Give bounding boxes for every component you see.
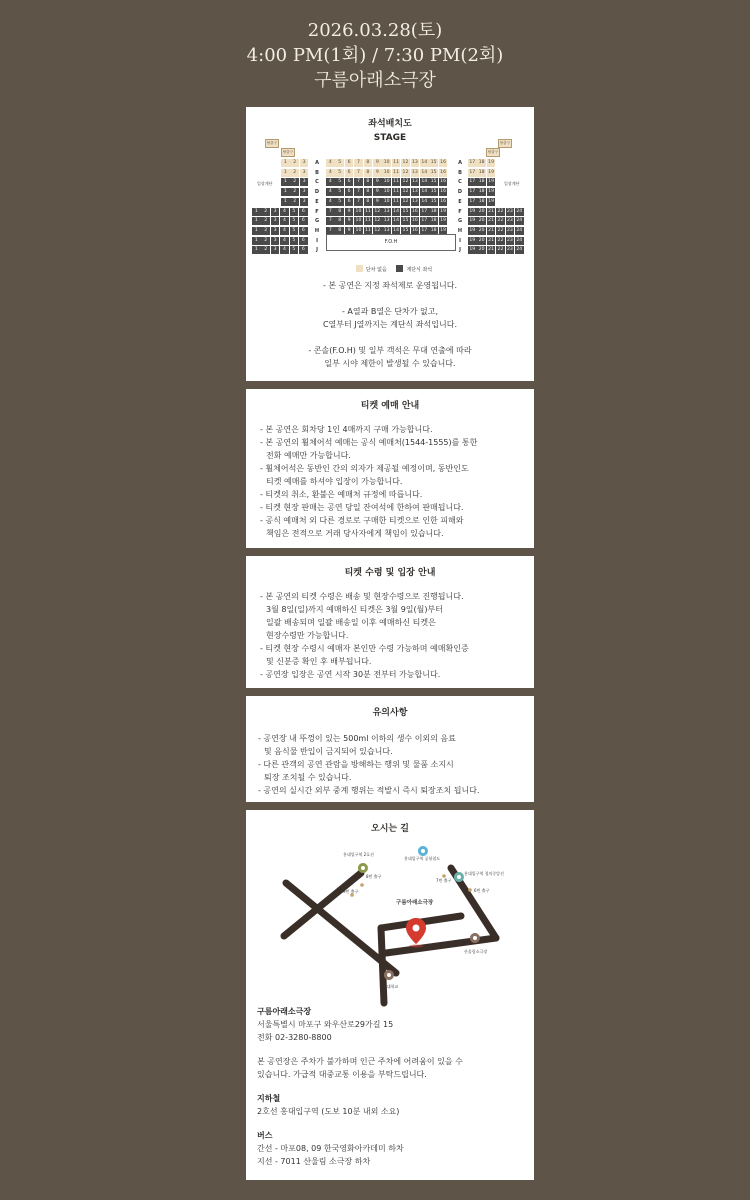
seat: 16: [440, 169, 447, 175]
foh-console: F.O.H: [326, 234, 456, 251]
ticketing-line: - 티켓의 취소, 환불은 예매처 규정에 따릅니다.: [260, 490, 423, 499]
seat: 10: [383, 160, 390, 165]
seat: 18: [478, 179, 485, 185]
seat: 15: [402, 227, 409, 233]
seat: 3: [271, 246, 280, 254]
seat: 14: [393, 208, 400, 214]
seat: 7: [354, 198, 363, 206]
caution-line: - 공연장 내 뚜껑이 있는 500ml 이하의 생수 이외의 음료: [258, 734, 456, 743]
seat: 2: [290, 198, 299, 206]
seat: 20: [478, 237, 485, 243]
seat: 11: [393, 198, 400, 204]
seat: 16: [411, 227, 418, 233]
seat: 12: [374, 227, 381, 233]
seat: 4: [326, 198, 335, 206]
label-hongik2: 홍대입구역 2호선: [343, 852, 374, 857]
seat: 21: [488, 208, 495, 214]
seat: 8: [364, 188, 373, 196]
seat: 2: [261, 246, 270, 254]
pickup-card: [246, 556, 534, 688]
subway-pin-gyeongui: [454, 872, 464, 882]
seat: 4: [280, 246, 289, 254]
seat: 3: [300, 178, 309, 186]
seat: 23: [506, 218, 513, 224]
seat: 22: [497, 237, 504, 243]
seat: 13: [411, 160, 418, 165]
seat: 7: [354, 188, 363, 196]
seat: 9: [373, 178, 382, 186]
seat: 14: [421, 198, 428, 204]
row-label: D: [314, 189, 320, 196]
seat: 3: [300, 169, 309, 177]
row-label: G: [457, 218, 463, 225]
seat: 7: [326, 227, 335, 235]
seat: 1: [252, 217, 261, 225]
seat: 15: [430, 189, 437, 195]
seat: 14: [393, 227, 400, 233]
road: [284, 873, 361, 936]
seat: 11: [393, 179, 400, 185]
seat: 5: [290, 217, 299, 225]
seat: 11: [364, 227, 371, 233]
seat: 13: [411, 198, 418, 204]
seat: 5: [335, 178, 344, 186]
exit-chip: 탈출구: [281, 148, 295, 157]
seat: 2: [290, 188, 299, 196]
seat: 13: [411, 169, 418, 175]
seat: 19: [469, 237, 476, 243]
event-times: 4:00 PM(1회) / 7:30 PM(2회): [246, 45, 504, 66]
seat: 17: [421, 227, 428, 233]
seat: 16: [440, 189, 447, 195]
seat: 10: [383, 179, 390, 185]
label-exit7: 7번 출구: [436, 878, 452, 883]
row-label: I: [316, 237, 318, 244]
seat: 20: [478, 218, 485, 224]
seat: 3: [271, 217, 280, 225]
seat: 24: [516, 237, 523, 243]
seat: 17: [469, 169, 476, 175]
seat: 2: [290, 178, 299, 186]
seat: 15: [430, 169, 437, 175]
seat: 24: [516, 247, 523, 253]
seat: 15: [430, 179, 437, 185]
seat: 11: [364, 208, 371, 214]
pickup-line: - 본 공연의 티켓 수령은 배송 및 현장수령으로 진행됩니다.: [260, 592, 464, 601]
seat: 3: [300, 188, 309, 196]
seat: 1: [281, 178, 290, 186]
stage-label: STAGE: [373, 133, 407, 143]
seat: 22: [497, 247, 504, 253]
subway-pin-airport: [418, 846, 428, 856]
label-gyeongui: 홍대입구역 경의중앙선: [464, 871, 504, 876]
seat: 12: [402, 189, 409, 195]
seat: 19: [469, 218, 476, 224]
event-date: 2026.03.28(토): [307, 20, 443, 41]
seat: 19: [469, 227, 476, 233]
seat: 9: [345, 217, 354, 225]
seat: 13: [383, 208, 390, 214]
ticketing-list: [260, 423, 534, 540]
seat: 9: [345, 208, 354, 216]
seat: 17: [469, 198, 476, 204]
seat: 4: [280, 208, 289, 216]
row-label: I: [459, 237, 461, 244]
ticketing-line: - 휠체어석은 동반인 간의 의자가 제공될 예정이며, 동반인도: [260, 464, 469, 473]
cautions-title: 유의사항: [372, 708, 408, 718]
seat: 3: [271, 227, 280, 235]
pickup-line: - 티켓 현장 수령시 예매자 본인만 수령 가능하며 예매확인증: [260, 644, 469, 653]
label-exit9: 9번 출구: [343, 889, 359, 894]
pickup-line: 및 신분증 확인 후 배부됩니다.: [266, 657, 372, 666]
event-venue: 구름아래소극장: [314, 70, 436, 91]
venue-phone: 전화 02-3280-8800: [257, 1033, 332, 1042]
seat: 3: [300, 198, 309, 206]
row-label: A: [315, 160, 319, 166]
seat: 6: [299, 246, 308, 254]
seat: 19: [488, 169, 495, 175]
row-label: F: [315, 208, 319, 215]
legend-step-label: 계단식 좌석: [406, 267, 433, 273]
seat: 12: [374, 208, 381, 214]
seat: 2: [290, 169, 299, 177]
parking-note: 본 공연장은 주차가 불가하며 인근 주차에 어려움이 있을 수 있습니다. 가급적 대중교통 이용을 부탁드립니다.: [257, 1057, 463, 1079]
bus-line: 간선 - 마포08, 09 한국영화아카데미 하차: [257, 1144, 404, 1153]
row-label: H: [457, 227, 463, 234]
seat: 2: [261, 237, 270, 245]
pickup-line: 3월 8일(일)까지 예매하신 티켓은 3월 9일(월)부터: [266, 605, 443, 614]
seat: 6: [299, 227, 308, 235]
seat: 18: [478, 169, 485, 175]
seat: 7: [354, 169, 363, 177]
ticketing-line: - 본 공연은 회차당 1인 4매까지 구매 가능합니다.: [260, 425, 433, 434]
seat: 14: [421, 179, 428, 185]
row-label: A: [458, 160, 462, 166]
bus-heading: 버스: [257, 1131, 273, 1140]
seat: 20: [478, 208, 485, 214]
seat: 18: [478, 189, 485, 195]
seat: 7: [326, 208, 335, 216]
seat: 24: [516, 208, 523, 214]
pickup-line: 현장수령만 가능합니다.: [266, 631, 349, 640]
seat: 15: [402, 208, 409, 214]
seat: 4: [326, 178, 335, 186]
seat: 16: [411, 218, 418, 224]
seat: 5: [335, 188, 344, 196]
seat: 18: [430, 227, 437, 233]
pin-hongik-univ: [384, 970, 394, 980]
seat: 19: [488, 189, 495, 195]
seat: 10: [355, 227, 362, 233]
seat: 6: [345, 198, 354, 206]
seat: 11: [393, 169, 400, 175]
row-label: J: [459, 247, 461, 254]
seating-title: 좌석배치도: [368, 119, 412, 129]
seat: 17: [421, 218, 428, 224]
seat: 8: [335, 208, 344, 216]
seat: 19: [469, 208, 476, 214]
seat: 9: [373, 169, 382, 177]
seat: 8: [364, 178, 373, 186]
venue-name: 구름아래소극장: [257, 1007, 312, 1016]
pin-sanullim: [470, 933, 480, 943]
seat: 5: [335, 198, 344, 206]
seat: 19: [488, 198, 495, 204]
ticketing-line: - 티켓 현장 판매는 공연 당일 잔여석에 한하여 판매됩니다.: [260, 503, 464, 512]
seat: 6: [299, 237, 308, 245]
seat: 14: [393, 218, 400, 224]
seat: 19: [488, 160, 495, 165]
pickup-line: - 공연장 입장은 공연 시작 30분 전부터 가능합니다.: [260, 670, 441, 679]
seat: 18: [478, 198, 485, 204]
legend-step-swatch: [396, 265, 403, 272]
seat: 19: [440, 208, 447, 214]
seat: 18: [478, 160, 485, 165]
subway-heading: 지하철: [257, 1094, 281, 1103]
seat: 4: [280, 227, 289, 235]
seat: 23: [506, 247, 513, 253]
seat: 5: [290, 227, 299, 235]
road-map: [246, 838, 534, 1008]
seat: 17: [469, 179, 476, 185]
caution-line: 및 음식물 반입이 금지되어 있습니다.: [264, 747, 393, 756]
exit-dot: [360, 883, 364, 887]
seat: 5: [290, 237, 299, 245]
seating-notes: - 본 공연은 지정 좌석제로 운영됩니다. - A열과 B열은 단차가 없고, C열부터 J열까지는 계단식 좌석입니다. - 콘솔(F.O.H) 및 일부 객석은 무대 연출에 따라 일부 시야 제한이 발생될 수 있습니다.: [308, 281, 472, 368]
caution-line: - 다른 관객의 공연 관람을 방해하는 행위 및 물품 소지시: [258, 760, 454, 769]
seat: 21: [488, 247, 495, 253]
seat: 2: [261, 227, 270, 235]
seat: 19: [440, 227, 447, 233]
seat: 17: [469, 160, 476, 165]
seat: 9: [373, 159, 382, 167]
ticketing-title: 티켓 예매 안내: [360, 401, 420, 411]
seat: 8: [335, 217, 344, 225]
seat: 24: [516, 218, 523, 224]
seat: 10: [355, 208, 362, 214]
row-label: G: [314, 218, 320, 225]
seat: 13: [383, 227, 390, 233]
seat: 24: [516, 227, 523, 233]
seat: 1: [252, 227, 261, 235]
venue-address: 서울특별시 마포구 와우산로29가길 15: [257, 1020, 394, 1029]
seat: 9: [373, 198, 382, 206]
seat: 12: [402, 198, 409, 204]
seat: 5: [290, 208, 299, 216]
seat: 17: [469, 189, 476, 195]
exit-chip: 탈출구: [498, 139, 512, 148]
seat: 9: [345, 227, 354, 235]
seat: 2: [290, 159, 299, 167]
seat: 1: [281, 188, 290, 196]
legend-flat-swatch: [356, 265, 363, 272]
seat-map: [246, 107, 534, 277]
seat: 5: [290, 246, 299, 254]
row-label: B: [458, 169, 462, 176]
entry-stairs-label: 입장계단: [257, 181, 273, 186]
seat: 11: [393, 160, 400, 165]
seat: 16: [440, 160, 447, 165]
area-map: [246, 838, 534, 1008]
row-label: B: [315, 169, 319, 176]
seat: 17: [421, 208, 428, 214]
seat: 3: [271, 208, 280, 216]
row-label: E: [315, 198, 319, 205]
seat: 2: [261, 208, 270, 216]
bus-line: 지선 - 7011 산울림 소극장 하차: [257, 1157, 371, 1166]
seat: 13: [383, 218, 390, 224]
seat: 11: [393, 189, 400, 195]
seat: 19: [488, 179, 495, 185]
caution-line: 퇴장 조치될 수 있습니다.: [264, 773, 352, 782]
seat: 14: [421, 169, 428, 175]
seat: 6: [345, 169, 354, 177]
seat: 1: [281, 169, 290, 177]
seat: 7: [326, 217, 335, 225]
subway-pin-hongik2: [358, 863, 368, 873]
seat: 2: [261, 217, 270, 225]
seat: 18: [430, 218, 437, 224]
row-label: J: [316, 247, 318, 254]
seat: 19: [440, 218, 447, 224]
seat: 6: [345, 188, 354, 196]
seat: 23: [506, 227, 513, 233]
seating-card: [246, 107, 534, 381]
seat: 12: [402, 169, 409, 175]
exit-chip: 탈출구: [265, 139, 279, 148]
seat: 6: [345, 178, 354, 186]
label-venue: 구름아래소극장: [396, 900, 434, 906]
seat: 13: [411, 189, 418, 195]
seat: 15: [402, 218, 409, 224]
label-exit6: 6번 출구: [474, 888, 490, 893]
cautions-list: [258, 732, 534, 797]
ticketing-line: 책임은 전적으로 거래 당사자에게 책임이 있습니다.: [266, 529, 444, 538]
seat: 16: [411, 208, 418, 214]
seat: 1: [281, 159, 290, 167]
label-exit8: 8번 출구: [366, 874, 382, 879]
seat: 9: [373, 188, 382, 196]
seat: 5: [335, 169, 344, 177]
seat: 6: [345, 159, 354, 167]
row-label: C: [315, 179, 319, 186]
seat: 7: [354, 178, 363, 186]
row-label: H: [314, 227, 320, 234]
caution-line: - 공연의 실시간 외부 중계 행위는 적발시 즉시 퇴장조치 됩니다.: [258, 786, 480, 795]
seat: 4: [326, 159, 335, 167]
seat: 20: [478, 227, 485, 233]
directions-title: 오시는 길: [371, 824, 409, 834]
seat: 8: [364, 159, 373, 167]
seat: 21: [488, 227, 495, 233]
seat: 19: [469, 247, 476, 253]
seat: 4: [280, 237, 289, 245]
legend-flat-label: 단차 없음: [365, 267, 387, 273]
seat: 12: [402, 160, 409, 165]
pickup-title: 티켓 수령 및 입장 안내: [344, 568, 436, 578]
seat: 21: [488, 237, 495, 243]
seat: 22: [497, 218, 504, 224]
directions-card: [246, 810, 534, 1180]
seat: 8: [364, 198, 373, 206]
seat: 16: [440, 198, 447, 204]
seat: 14: [421, 160, 428, 165]
seat: 12: [402, 179, 409, 185]
seat: 18: [430, 208, 437, 214]
seat: 22: [497, 227, 504, 233]
seat: 23: [506, 237, 513, 243]
label-sanullim: 산울림소극장: [464, 949, 488, 954]
seat: 23: [506, 208, 513, 214]
seat: 14: [421, 189, 428, 195]
seat: 10: [383, 198, 390, 204]
ticketing-line: - 공식 예매처 외 다른 경로로 구매한 티켓으로 인한 피해와: [260, 516, 464, 525]
seat: 13: [411, 179, 418, 185]
seat: 15: [430, 198, 437, 204]
seat: 1: [281, 198, 290, 206]
label-hongik-univ: 홍익대학교: [379, 984, 399, 989]
seat: 8: [364, 169, 373, 177]
ticketing-card: [246, 389, 534, 548]
venue-info: [257, 1005, 527, 1168]
row-label: D: [457, 189, 463, 196]
seat: 15: [430, 160, 437, 165]
seat: 3: [300, 159, 309, 167]
seat: 22: [497, 208, 504, 214]
road: [381, 928, 384, 1003]
ticketing-line: 전화 예매만 가능합니다.: [266, 451, 351, 460]
seat: 3: [271, 237, 280, 245]
seat: 11: [364, 218, 371, 224]
ticketing-line: 티켓 예매를 하셔야 입장이 가능합니다.: [266, 477, 403, 486]
seat: 1: [252, 237, 261, 245]
exit-chip: 탈출구: [486, 148, 500, 157]
seat: 4: [326, 169, 335, 177]
seat-legend: [246, 265, 534, 273]
venue-pin: [406, 918, 426, 948]
seat: 1: [252, 208, 261, 216]
seat: 16: [440, 179, 447, 185]
seat: 6: [299, 208, 308, 216]
row-label: E: [458, 198, 462, 205]
pickup-list: [260, 590, 534, 681]
row-label: C: [458, 179, 462, 186]
event-header: [0, 18, 750, 93]
seat: 4: [280, 217, 289, 225]
seat: 6: [299, 217, 308, 225]
cautions-card: [246, 696, 534, 802]
seat: 12: [374, 218, 381, 224]
seat: 4: [326, 188, 335, 196]
subway-info: 2호선 홍대입구역 (도보 10분 내외 소요): [257, 1107, 400, 1116]
seat: 10: [383, 189, 390, 195]
pickup-line: 일괄 배송되며 일괄 배송일 이후 예매하신 티켓은: [266, 618, 436, 627]
seat: 8: [335, 227, 344, 235]
seat: 7: [354, 159, 363, 167]
seat: 5: [335, 159, 344, 167]
ticketing-line: - 본 공연의 휠체어석 예매는 공식 예매처(1544-1555)를 통한: [260, 438, 478, 447]
row-label: F: [458, 208, 462, 215]
label-airport: 홍대입구역 공항철도: [404, 856, 441, 861]
seat: 10: [383, 169, 390, 175]
seat: 1: [252, 246, 261, 254]
exit-dot: [468, 888, 472, 892]
entry-stairs-label: 입장계단: [504, 181, 520, 186]
seat: 21: [488, 218, 495, 224]
seat: 10: [355, 218, 362, 224]
seat: 20: [478, 247, 485, 253]
